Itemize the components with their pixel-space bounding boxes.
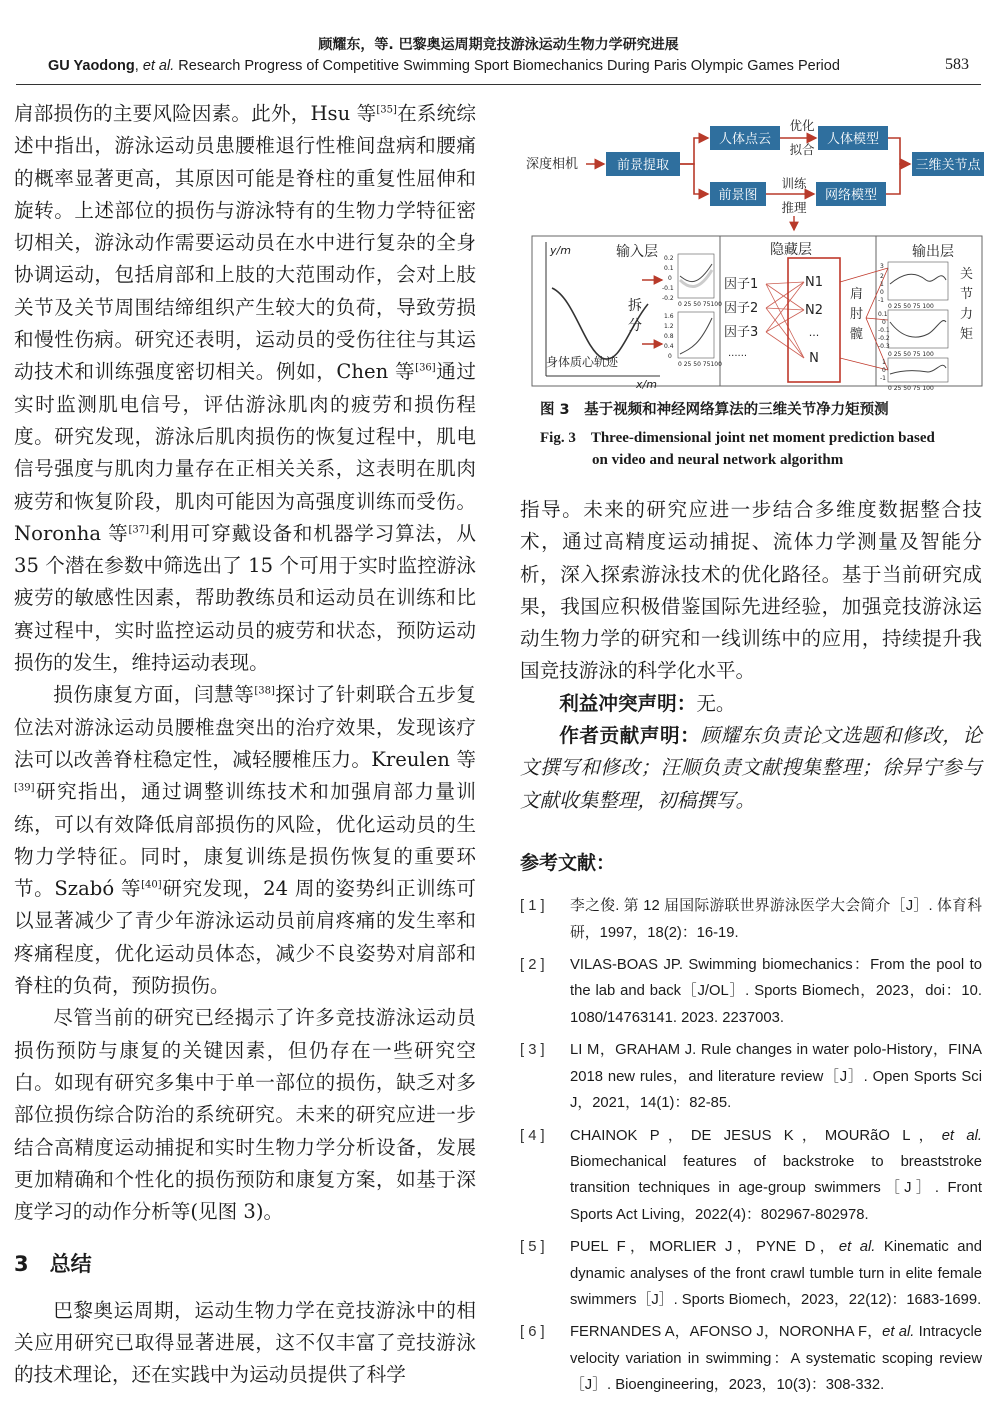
x-axis-label: x/m (636, 378, 657, 391)
joints-2: 肘 (850, 307, 864, 322)
left-column (14, 98, 476, 1392)
header-rule (16, 84, 981, 85)
flow-infer: 推理 (781, 200, 807, 215)
header-title-en: Research Progress of Competitive Swimming Sport Biomechanics During Paris Olympic Games Period (178, 58, 840, 74)
y-axis-label: y/m (550, 244, 571, 257)
citation: [36] (415, 362, 436, 374)
flow-foreground-map: 前景图 (718, 188, 758, 203)
contribution-statement (520, 720, 982, 817)
svg-text:0: 0 (668, 353, 672, 360)
reference-text: 李之俊. 第 12 届国际游联世界游泳医学大会简介［J］. 体育科研，1997，18(2)：16-19. (570, 898, 982, 941)
citation: [35] (376, 104, 397, 116)
reference-item (520, 893, 982, 946)
figure-caption-en-line2: on video and neural network algorithm (592, 452, 844, 468)
contribution-title: 作者贡献声明： (559, 724, 701, 748)
svg-text:0 25 50 75 100: 0 25 50 75 100 (888, 351, 934, 358)
factor-more: ...... (728, 348, 748, 359)
node-n1: N1 (805, 275, 823, 290)
references-title: 参考文献： (520, 851, 616, 874)
paragraph-injury-risk: 肩部损伤的主要风险因素。此外，Hsu 等[35]在系统综述中指出，游泳运动员患腰椎退行性椎间盘病和腰痛的概率显著更高，其原因可能是脊柱的重复性屈伸和旋转。上述部位的损伤与游泳特有的生物力学特征密切相关，游泳动作需要运动员在水中进行复杂的全身协调运动，包括肩部和上肢的大范围动作，会对上肢关节及关节周围结缔组织产生较大的负荷，导致劳损和慢性伤病。研究还表明，运动员的受伤往往与其运动技术和训练强度密切相关。例如，Chen 等[36]通过实时监测肌电信号，评估游泳肌肉的疲劳和损伤程度。研究发现，游泳后肌肉损伤的恢复过程中，肌电信号强度与肌肉力量存在正相关关系，这表明在肌肉疲劳和恢复阶段，肌肉可能因为高强度训练而受伤。Noronha 等[37]利用可穿戴设备和机器学习算法，从 35 个潜在参数中筛选出了 15 个可用于实时监控游泳疲劳的敏感性因素，帮助教练员和运动员在训练和比赛过程中，实时监控运动员的疲劳和状态，预防运动损伤的发生，维持运动表现。 (14, 102, 477, 675)
arrow (888, 138, 910, 164)
svg-text:3: 3 (880, 263, 884, 270)
reference-item (520, 1123, 982, 1229)
joints-3: 髋 (850, 327, 864, 342)
svg-text:-1: -1 (880, 375, 886, 382)
svg-text:2: 2 (880, 273, 884, 280)
reference-item (520, 952, 982, 1031)
svg-text:0: 0 (668, 275, 672, 282)
svg-text:0 25 50 75 100: 0 25 50 75 100 (888, 385, 934, 392)
running-header-cn: 顾耀东，等. 巴黎奥运周期竞技游泳运动生物力学研究进展 (318, 37, 679, 53)
split-label-1: 拆 (628, 298, 642, 314)
joint-moment-4: 矩 (960, 327, 974, 342)
output-plot-2 (878, 310, 948, 358)
reference-number: [ 4 ] (520, 1127, 545, 1144)
split-label-2: 分 (628, 318, 642, 334)
citation: [39] (14, 782, 35, 794)
input-layer-label: 输入层 (616, 244, 658, 260)
svg-text:0 25 50 75100: 0 25 50 75100 (678, 361, 722, 368)
mini-plot-top (662, 254, 722, 308)
svg-text:-0.1: -0.1 (878, 327, 890, 334)
reference-item (520, 1037, 982, 1116)
paragraph-summary: 巴黎奥运周期，运动生物力学在竞技游泳中的相关应用研究已取得显著进展，这不仅丰富了竞技游泳的技术理论，还在实践中为运动员提供了科学 (14, 1298, 476, 1387)
section-title-summary: 3 总结 (14, 1252, 92, 1277)
connection-lines (766, 282, 804, 358)
svg-text:0: 0 (882, 367, 886, 374)
flow-foreground-extract: 前景提取 (616, 158, 670, 173)
paragraph-rehabilitation: 损伤康复方面，闫慧等[38]探讨了针刺联合五步复位法对游泳运动员腰椎盘突出的治疗效果，发现该疗法可以改善脊柱稳定性，减轻腰椎压力。Kreulen 等[39]研究指出，通过调整训练技术和加强肩部力量训练，可以有效降低肩部损伤的风险，优化运动员的生物力学特征。同时，康复训练是损伤恢复的重要环节。Szabó 等[40]研究发现，24 周的姿势纠正训练可以显著减少了青少年游泳运动员前肩疼痛的发生率和疼痛程度，优化运动员体态，减少不良姿势对肩部和脊柱的负荷，预防损伤。 (14, 683, 476, 998)
reference-text: VILAS-BOAS JP. Swimming biomechanics：From the pool to the lab and back［J/OL］. Sports Biomech，2023，doi：10. 1080/14763141. 2023. 2237003. (570, 957, 982, 1026)
factor-2: 因子2 (724, 301, 759, 316)
svg-text:0.4: 0.4 (664, 343, 674, 350)
page-number: 583 (945, 56, 969, 73)
svg-text:1.2: 1.2 (664, 323, 674, 330)
joints-1: 肩 (850, 287, 864, 302)
output-layer-label: 输出层 (912, 244, 954, 260)
conflict-title: 利益冲突声明： (559, 691, 697, 715)
reference-text: PUEL F，MORLIER J，PYNE D，et al. Kinematic and dynamic analyses of the front crawl tumble turn in elite female swimmers［J］. Sports Biomech，2023，22(12)：1683-1699. (570, 1239, 982, 1308)
header-etal: et al. (142, 58, 175, 74)
header-authors: GU Yaodong (48, 58, 135, 74)
svg-text:-0.2: -0.2 (662, 295, 674, 302)
node-dots: ... (808, 326, 820, 339)
reference-item (520, 1319, 982, 1398)
conflict-body: 无。 (696, 691, 736, 715)
flow-train: 训练 (781, 176, 807, 191)
joint-moment-2: 节 (960, 287, 974, 302)
svg-text:0.1: 0.1 (664, 265, 674, 272)
joint-moment-3: 力 (960, 307, 974, 322)
running-header-en: GU Yaodong, et al. Research Progress of Competitive Swimming Sport Biomechanics During Paris Olympic Games Period (48, 58, 840, 74)
reference-number: [ 1 ] (520, 898, 545, 915)
right-column (520, 494, 982, 1405)
node-n: N (809, 351, 819, 366)
reference-number: [ 6 ] (520, 1324, 545, 1341)
joint-moment-1: 关 (960, 267, 974, 282)
flow-depth-camera: 深度相机 (526, 157, 579, 172)
citation: [37] (128, 524, 150, 536)
svg-text:0: 0 (880, 289, 884, 296)
svg-text:1.6: 1.6 (664, 313, 674, 320)
flow-body-model: 人体模型 (826, 132, 880, 147)
flow-optimize: 优化 (789, 118, 815, 133)
figure-caption-cn: 图 3 基于视频和神经网络算法的三维关节净力矩预测 (540, 402, 889, 418)
reference-text: CHAINOK P，DE JESUS K，MOURãO L，et al. Biomechanical features of backstroke to breaststroke transition techniques in age-group swimmers［J］. Front Sports Act Living，2022(4)：802967-802978. (570, 1127, 982, 1223)
reference-number: [ 5 ] (520, 1239, 545, 1256)
citation: [38] (254, 685, 275, 697)
trajectory-label: 身体质心轨迹 (546, 355, 619, 369)
factor-3: 因子3 (724, 325, 759, 340)
arrow (886, 164, 910, 194)
arrow (680, 164, 708, 194)
paragraph-conclusion: 指导。未来的研究应进一步结合多维度数据整合技术，通过高精度运动捕捉、流体力学测量及智能分析，深入探索游泳技术的优化路径。基于当前研究成果，我国应积极借鉴国际先进经验，加强竞技游泳运动生物力学的研究和一线训练中的应用，持续提升我国竞技游泳的科学化水平。 (520, 498, 982, 683)
reference-number: [ 2 ] (520, 957, 545, 974)
reference-number: [ 3 ] (520, 1042, 545, 1059)
conflict-statement (520, 688, 982, 720)
mini-plot-mid (664, 312, 722, 368)
node-n2: N2 (805, 303, 823, 318)
reference-text: LI M，GRAHAM J. Rule changes in water polo-History，FINA 2018 new rules，and literature review［J］. Open Sports Sci J，2021，14(1)：82-85. (570, 1042, 982, 1112)
output-plot-1 (878, 262, 948, 310)
flow-joint-3d: 三维关节点 (915, 158, 981, 173)
svg-text:0.2: 0.2 (664, 255, 674, 262)
flow-network-model: 网络模型 (824, 188, 878, 203)
reference-text: FERNANDES A，AFONSO J，NORONHA F，et al. Intracycle velocity variation in swimming：A systematic scoping review［J］. Bioengineering，2023，10(3)：308-332. (570, 1324, 982, 1394)
arrow (680, 138, 708, 164)
svg-text:0: 0 (882, 319, 886, 326)
svg-text:0.1: 0.1 (878, 311, 888, 318)
svg-text:0 25 50 75 100: 0 25 50 75 100 (888, 303, 934, 310)
flow-body-cloud: 人体点云 (718, 132, 772, 147)
svg-text:0.8: 0.8 (664, 333, 674, 340)
figure-caption-en-line1: Fig. 3 Three-dimensional joint net moment prediction based (540, 430, 935, 446)
contribution-body: 顾耀东负责论文选题和修改，论文撰写和修改；汪顺负责文献搜集整理；徐异宁参与文献收集整理，初稿撰写。 (520, 724, 983, 812)
svg-text:-0.3: -0.3 (878, 343, 890, 350)
svg-text:-0.1: -0.1 (662, 285, 674, 292)
hidden-layer-label: 隐藏层 (770, 242, 812, 258)
output-plot-3 (880, 358, 948, 392)
factor-1: 因子1 (724, 277, 759, 292)
flow-fit: 拟合 (789, 142, 815, 157)
svg-text:1: 1 (880, 281, 884, 288)
svg-text:-1: -1 (878, 297, 884, 304)
paragraph-research-gap: 尽管当前的研究已经揭示了许多竞技游泳运动员损伤预防与康复的关键因素，但仍存在一些研究空白。如现有研究多集中于单一部位的损伤，缺乏对多部位损伤综合防治的系统研究。未来的研究应进一步结合高精度运动捕捉和实时生物力学分析设备，发展更加精确和个性化的损伤预防和康复方案，如基于深度学习的动作分析等(见图 3)。 (14, 1006, 476, 1224)
svg-text:0 25 50 75100: 0 25 50 75100 (678, 301, 722, 308)
figure-3-diagram (524, 108, 984, 398)
reference-item (520, 1234, 982, 1313)
svg-text:-0.2: -0.2 (878, 335, 890, 342)
svg-text:1: 1 (882, 359, 886, 366)
citation: [40] (141, 879, 162, 891)
